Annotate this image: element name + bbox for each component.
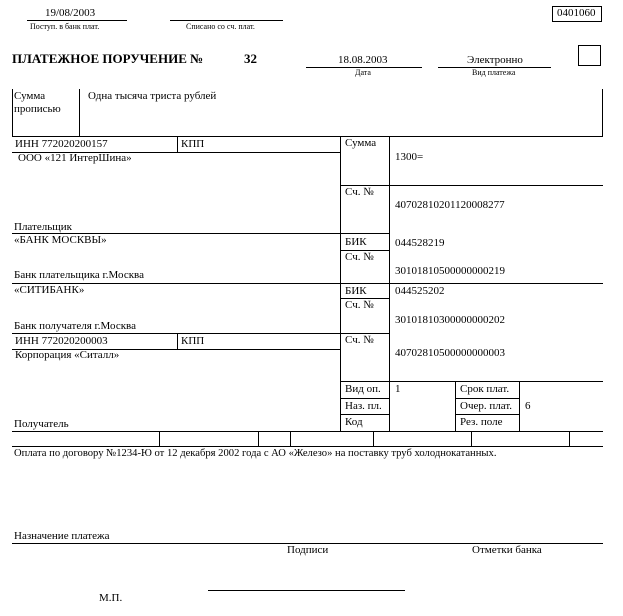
payer-bank-account: 30101810500000000219: [395, 265, 505, 277]
tax-row-top-line: [12, 431, 603, 432]
codes-top-line: [340, 381, 603, 382]
sum-label: Сумма: [345, 137, 377, 149]
payer-account-label: Сч. №: [345, 186, 374, 198]
kod-label: Код: [345, 416, 363, 428]
payment-type-label: Вид платежа: [472, 68, 516, 77]
tax-cell-divider-5: [471, 431, 472, 447]
payee-bank-bottom-line: [12, 333, 390, 334]
debited-label: Списано со сч. плат.: [186, 22, 255, 31]
payee-bank-bik: 044525202: [395, 285, 445, 297]
payee-inn-kpp-divider: [177, 333, 178, 349]
signature-line: [208, 590, 405, 591]
tax-cell-divider-6: [569, 431, 570, 447]
sum-value: 1300=: [395, 151, 424, 163]
payer-inn-kpp-divider: [177, 136, 178, 152]
payer-account: 40702810201120008277: [395, 199, 505, 211]
payer-inn: ИНН 772020200157: [15, 138, 108, 150]
tax-cell-divider-2: [258, 431, 259, 447]
form-code: 0401060: [557, 7, 596, 19]
payee-bank-label: Банк получателя г.Москва: [14, 320, 136, 332]
payee-bank-account-label: Сч. №: [345, 299, 374, 311]
payer-label: Плательщик: [14, 221, 72, 233]
tax-cell-divider-4: [373, 431, 374, 447]
document-date: 18.08.2003: [338, 54, 388, 66]
amount-words-bottom-line: [12, 136, 603, 137]
ocher-value: 6: [525, 400, 531, 412]
srok-label: Срок плат.: [460, 383, 510, 395]
tax-cell-divider-1: [159, 431, 160, 447]
payer-bank-label: Банк плательщика г.Москва: [14, 269, 144, 281]
payee-bank-bik-label: БИК: [345, 285, 367, 297]
payee-account-label: Сч. №: [345, 334, 374, 346]
document-title: ПЛАТЕЖНОЕ ПОРУЧЕНИЕ №: [12, 51, 204, 66]
vid-op-value: 1: [395, 383, 401, 395]
payer-kpp-label: КПП: [181, 138, 205, 150]
payer-bank-name: «БАНК МОСКВЫ»: [14, 234, 107, 246]
payee-inn: ИНН 772020200003: [15, 335, 108, 347]
bank-marks-label: Отметки банка: [472, 544, 542, 556]
purpose-text: Оплата по договору №1234-Ю от 12 декабря 2002 года с АО «Железо» на поставку труб холоднокатанных.: [14, 448, 497, 459]
purpose-label: Назначение платежа: [14, 530, 110, 542]
payee-bank-account: 30101810300000000202: [395, 314, 505, 326]
payee-name: Корпорация «Ситалл»: [15, 349, 120, 361]
codes-row-line-1b: [455, 398, 520, 399]
payer-bank-account-label: Сч. №: [345, 251, 374, 263]
amount-words-left-border: [12, 89, 13, 136]
naz-pl-label: Наз. пл.: [345, 400, 382, 412]
codes-row-line-2b: [455, 414, 520, 415]
debited-line: [170, 20, 283, 21]
document-number: 32: [244, 51, 257, 66]
rez-label: Рез. поле: [460, 416, 503, 428]
payer-bank-bik-label: БИК: [345, 236, 367, 248]
date-label: Дата: [355, 68, 371, 77]
codes-mid-divider: [455, 381, 456, 431]
received-line: [27, 20, 127, 21]
payee-kpp-label: КПП: [181, 335, 205, 347]
signatures-label: Подписи: [287, 544, 329, 556]
amount-words-label-2: прописью: [14, 103, 61, 115]
payee-account: 40702810500000000003: [395, 347, 505, 359]
tax-cell-divider-3: [290, 431, 291, 447]
codes-row-line-1: [340, 398, 390, 399]
codes-row-line-2: [340, 414, 390, 415]
payee-bank-name: «СИТИБАНК»: [14, 284, 85, 296]
payment-type: Электронно: [467, 54, 523, 66]
codes-right-divider: [519, 381, 520, 431]
payer-name: ООО «121 ИнтерШина»: [18, 152, 132, 164]
payer-bank-bik: 044528219: [395, 237, 445, 249]
amount-words-label-1: Сумма: [14, 90, 46, 102]
payer-bank-bottom-line: [12, 283, 603, 284]
payee-label: Получатель: [14, 418, 69, 430]
stamp-label: М.П.: [99, 592, 123, 604]
vid-op-label: Вид оп.: [345, 383, 381, 395]
received-date: 19/08/2003: [45, 7, 96, 19]
amount-words-right-border: [602, 89, 603, 136]
amount-words-value: Одна тысяча триста рублей: [88, 90, 217, 102]
sum-bottom-line: [340, 185, 603, 186]
amount-words-divider: [79, 89, 80, 136]
received-label: Поступ. в банк плат.: [30, 22, 100, 31]
status-box: [578, 45, 601, 66]
ocher-label: Очер. плат.: [460, 400, 513, 412]
